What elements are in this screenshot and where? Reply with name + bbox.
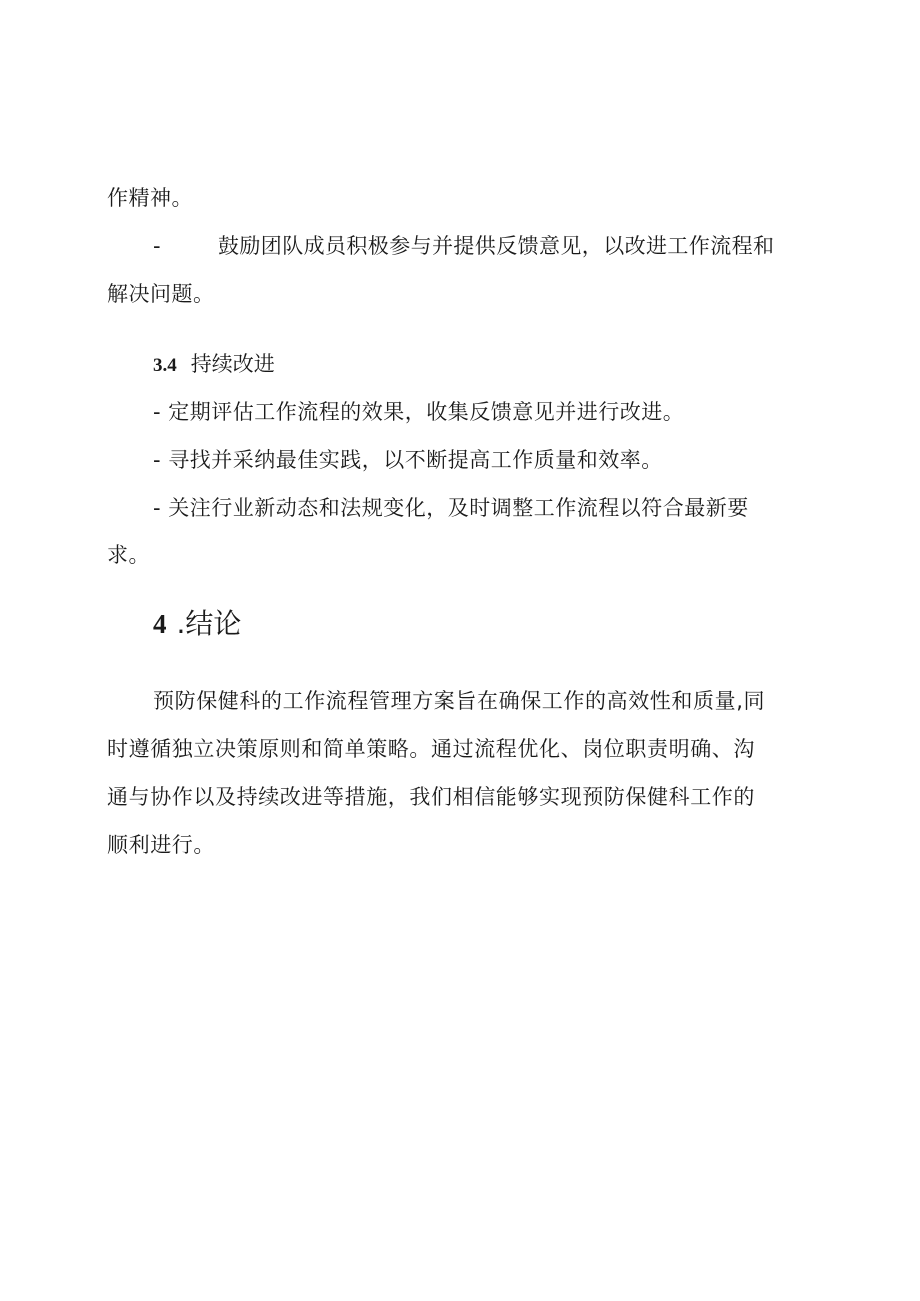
list-item: - 关注行业新动态和法规变化，及时调整工作流程以符合最新要 <box>153 496 749 520</box>
section-number: 4 <box>153 609 167 639</box>
bullet-dash: - <box>153 234 161 258</box>
bullet-text: 鼓励团队成员积极参与并提供反馈意见，以改进工作流程和 <box>218 234 775 258</box>
section-title: .结论 <box>176 607 242 640</box>
list-item-continuation: 求。 <box>107 543 150 567</box>
section-heading <box>153 606 241 642</box>
list-item: - 定期评估工作流程的效果，收集反馈意见并进行改进。 <box>153 400 685 424</box>
list-item: - 寻找并采纳最佳实践，以不断提高工作质量和效率。 <box>153 448 663 472</box>
paragraph-line: 顺利进行。 <box>107 833 215 857</box>
bullet-continuation: 解决问题。 <box>107 282 215 306</box>
subsection-title: 持续改进 <box>190 352 275 376</box>
paragraph-line: 通与协作以及持续改进等措施，我们相信能够实现预防保健科工作的 <box>107 785 755 809</box>
text-line: 作精神。 <box>107 186 193 210</box>
paragraph-line: 预防保健科的工作流程管理方案旨在确保工作的高效性和质量,同 <box>153 689 766 713</box>
subsection-number: 3.4 <box>153 355 177 376</box>
subsection-heading <box>153 349 275 381</box>
paragraph-line: 时遵循独立决策原则和简单策略。通过流程优化、岗位职责明确、沟 <box>107 737 755 761</box>
